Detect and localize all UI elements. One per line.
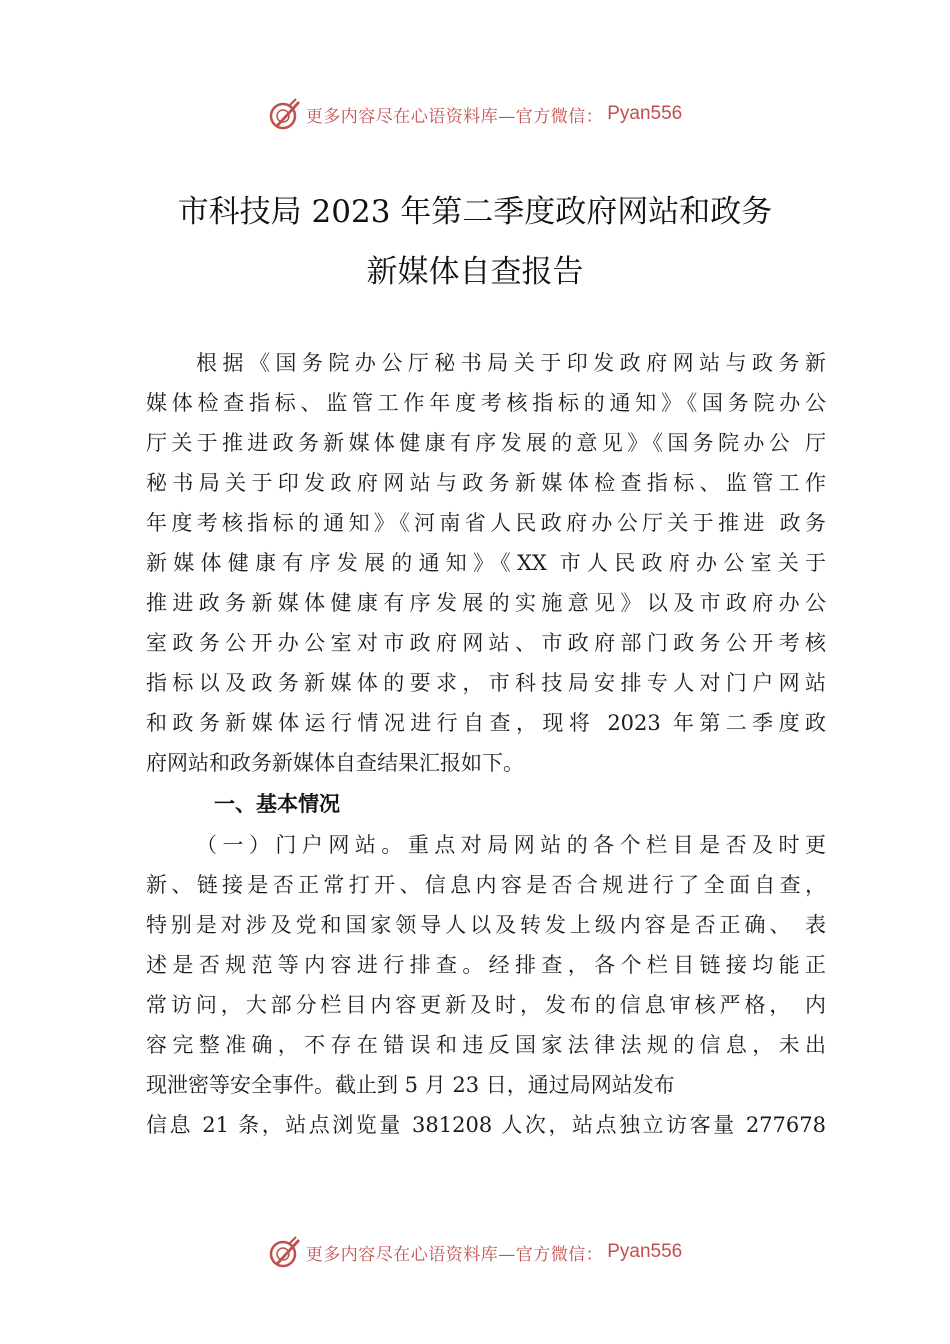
intro-line: 室政务公开办公室对市政府网站、市政府部门政务公开考核 [146, 631, 826, 655]
section1-line: 新、链接是否正常打开、信息内容是否合规进行了全面自查， [146, 873, 826, 897]
title-line-2: 新媒体自查报告 [366, 254, 584, 290]
intro-line: 推进政务新媒体健康有序发展的实施意见》以及市政府办公 [146, 591, 826, 615]
intro-line: 和政务新媒体运行情况进行自查，现将 2023 年第二季度政 [146, 711, 826, 735]
watermark-text: 更多内容尽在心语资料库—官方微信： [305, 1244, 604, 1265]
intro-line: 指标以及政务新媒体的要求，市科技局安排专人对门户网站 [146, 671, 826, 695]
section1-line: 述是否规范等内容进行排查。经排查，各个栏目链接均能正 [146, 953, 826, 977]
section1-line: 信息 21 条，站点浏览量 381208 人次，站点独立访客量 277678 [146, 1113, 826, 1137]
intro-line: 根据《国务院办公厅秘书局关于印发政府网站与政务新 [196, 351, 826, 375]
section1-line: 特别是对涉及党和国家领导人以及转发上级内容是否正确、 表 [146, 913, 826, 937]
watermark-wechat-id: Pyan556 [607, 1241, 683, 1262]
watermark-header [0, 94, 950, 134]
section1-line: 现泄密等安全事件。截止到 5 月 23 日，通过局网站发布 [146, 1073, 675, 1097]
watermark-wechat-id: Pyan556 [607, 103, 683, 124]
section1-line: 常访问，大部分栏目内容更新及时，发布的信息审核严格， 内 [146, 993, 826, 1017]
watermark-text: 更多内容尽在心语资料库—官方微信： [305, 106, 604, 127]
pen-seal-icon [268, 97, 302, 131]
intro-line: 年度考核指标的通知》《河南省人民政府办公厅关于推进 政务 [146, 511, 826, 535]
intro-line: 新媒体健康有序发展的通知》《XX 市人民政府办公室关于 [146, 551, 826, 575]
intro-paragraph [146, 343, 826, 783]
section1-line: 容完整准确，不存在错误和违反国家法律法规的信息，未出 [146, 1033, 826, 1057]
intro-line: 厅关于推进政务新媒体健康有序发展的意见》《国务院办公 厅 [146, 431, 826, 455]
intro-line: 媒体检查指标、监管工作年度考核指标的通知》《国务院办公 [146, 391, 826, 415]
intro-line: 秘书局关于印发政府网站与政务新媒体检查指标、监管工作 [146, 471, 826, 495]
document-title [100, 182, 850, 302]
title-line-1: 市科技局 2023 年第二季度政府网站和政务 [177, 194, 773, 230]
pen-seal-icon [268, 1235, 302, 1269]
section1-line: （一）门户网站。重点对局网站的各个栏目是否及时更 [196, 833, 826, 857]
section1-paragraph [146, 825, 826, 1145]
watermark-footer [0, 1232, 950, 1272]
intro-line: 府网站和政务新媒体自查结果汇报如下。 [146, 751, 524, 775]
section-heading: 一、基本情况 [214, 792, 340, 816]
